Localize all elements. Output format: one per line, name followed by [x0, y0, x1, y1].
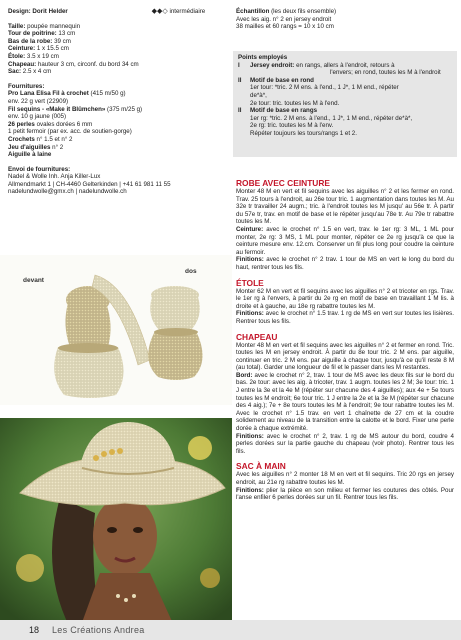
- dress-photo: [0, 255, 232, 405]
- size-value: hauteur 3 cm, circonf. du bord 34 cm: [36, 60, 139, 68]
- section-2: [236, 332, 454, 456]
- fourniture-value: n° 2: [50, 143, 64, 151]
- point-text: 2e tour: tric. toutes les M à l'end.: [250, 99, 340, 107]
- paragraph-lead: Finitions:: [236, 310, 264, 318]
- envoi-line: Allmendmarkt 1 | CH-4460 Gelterkinden | +41 61 981 11 55: [8, 180, 171, 188]
- paragraph-text: Monter 48 M en vert et fil sequins avec les aiguilles n° 2 et les fermer en rond. Trav. 25 tours à l'endroit, au 26e tour tric. 1 augmentation dans toutes les M. Au 32e tr travailler 24 augm.; tric. à l'endroit toutes les M jusqu' au 56e tr. À partir du 57e tr, trav. en motif de base et le répéter jusqu'au 78e tr. Au 79e tr rabattre toutes les M.: [236, 188, 454, 226]
- point-row: [238, 100, 452, 108]
- echantillon-line: 38 mailles et 60 rangs = 10 x 10 cm: [236, 23, 334, 31]
- echantillon-line: (les deux fils ensemble): [269, 8, 337, 15]
- section-paragraph: [236, 471, 454, 486]
- fourniture-row: [8, 113, 228, 121]
- fourniture-row: [8, 144, 228, 152]
- section-title: ROBE AVEC CEINTURE: [236, 178, 330, 188]
- paragraph-text: avec le crochet n° 2 trav. 1 tour de MS en vert le long du bord du haut, rentrer tous les fils.: [236, 256, 454, 271]
- paragraph-lead: Bord:: [236, 371, 253, 379]
- envoi-line: Nadel & Wolle Inh. Anja Killer-Lux: [8, 173, 101, 181]
- size-key: Taille:: [8, 22, 26, 30]
- section-1: [236, 278, 454, 326]
- fourniture-row: [8, 98, 228, 106]
- points-box: [233, 51, 457, 157]
- point-row: [238, 84, 452, 92]
- point-number: II: [238, 76, 242, 84]
- size-row: [8, 30, 228, 38]
- page-footer: [0, 620, 461, 640]
- fourniture-key: Pro Lana Elisa Fil à crochet: [8, 90, 89, 98]
- point-text: 1er rg: *tric. 2 M ens. à l'end., 1 J*, 1 M end., répéter de*à*,: [250, 114, 413, 122]
- size-row: [8, 45, 228, 53]
- paragraph-lead: Ceinture:: [236, 225, 264, 233]
- fourniture-value: (375 m/25 g): [105, 105, 143, 113]
- size-value: 1 x 15.5 cm: [35, 45, 69, 53]
- fourniture-row: [8, 136, 228, 144]
- echantillon-line: Avec les aig. n° 2 en jersey endroit: [236, 15, 332, 23]
- size-row: [8, 23, 228, 31]
- difficulty-level: intermédiaire: [169, 8, 206, 15]
- point-row: [238, 122, 452, 130]
- size-value: 39 cm: [52, 37, 71, 45]
- doll-hat-photo: [0, 418, 232, 628]
- difficulty-diamond-icon: ◆◆◇: [151, 8, 168, 15]
- left-column: [8, 8, 228, 196]
- paragraph-lead: Finitions:: [236, 486, 264, 494]
- doll-illustration: [0, 418, 232, 628]
- section-paragraph: [236, 226, 454, 256]
- section-paragraph: [236, 256, 454, 271]
- section-paragraph: [236, 288, 454, 311]
- point-row: [238, 115, 452, 123]
- size-key: Ceinture:: [8, 45, 36, 53]
- point-text: 2e rg: tric. toutes les M à l'env.: [250, 122, 334, 130]
- paragraph-text: avec le crochet n° 2, trav. 1 tour de MS avec les deux fils sur le bord du bas. 2e tour: avec les aig. à tricoter, trav. 1 augm. toutes les 2 M; 3e tour: tric. 1 J entre la 3e et la 4e M (répéter sur chacune des 4 aiguilles); aux 4e + 5e tours toutes les M endroit; 6e tour tric. 1 J entre la 2e et la 3e M (répéter sur chacune des 4 aig.); 7e + 8e tours toutes les M à l'endroit; 9e tour rabattre toutes les M. Avec le crochet n° 1.5 trav. en vert 1 chaînette de 27 cm et la coudre solidement au niveau de la transition entre la calotte et le bord. Fixer une perle dorée à chaque extrémité.: [236, 371, 454, 433]
- point-text: Répéter toujours les tours/rangs 1 et 2.: [250, 129, 357, 137]
- design-label: Design: Dorit Helder: [8, 8, 68, 15]
- fourniture-key: 26 perles: [8, 120, 35, 128]
- section-paragraph: [236, 342, 454, 372]
- point-text: de*à*,: [250, 91, 267, 99]
- section-paragraph: [236, 310, 454, 325]
- section-0: [236, 178, 454, 272]
- fourniture-value: env. 10 g jaune (005): [8, 113, 67, 121]
- page-number: 18: [29, 625, 40, 635]
- fourniture-row: [8, 151, 228, 159]
- size-key: Chapeau:: [8, 60, 37, 68]
- paragraph-text: avec le crochet n° 2, trav. 1 rg de MS autour du bord, coudre 4 perles dorées sur la partie gauche du chapeau (voir photo). Rentrer tous les fils.: [236, 432, 454, 455]
- points-list: [238, 62, 452, 138]
- label-devant: devant: [23, 277, 44, 284]
- size-row: [8, 53, 228, 61]
- paragraph-text: avec le crochet n° 1.5 en vert, trav. le 1er rg: 3 ML, 1 ML pour monter, 2e rg: 3 MS, 1 ML pour monter, répéter ce 2e rg jusqu'à ce que la ceinture mesure env. 12.cm. Conserver un fil plus long pour coudre la ceinture au fermoir.: [236, 225, 454, 256]
- envoi-title: Envoi de fournitures:: [8, 165, 71, 173]
- section-title: SAC À MAIN: [236, 461, 286, 472]
- point-row: [238, 130, 452, 138]
- envoi-line: nadelundwolle@gmx.ch | nadelundwolle.ch: [8, 188, 127, 196]
- fourniture-key: Crochets: [8, 135, 35, 143]
- point-title: Motif de base en rond: [250, 76, 314, 84]
- section-3: [236, 461, 454, 501]
- point-row: [238, 62, 452, 70]
- size-row: [8, 61, 228, 69]
- size-row: [8, 68, 228, 76]
- paragraph-text: Avec les aiguilles n° 2 monter 18 M en vert et fil sequins. Tric 20 rgs en jersey endroit, au 21e rg rabattre toutes les M.: [236, 471, 454, 486]
- fourniture-key: Aiguille à laine: [8, 151, 52, 159]
- size-value: 13 cm: [56, 30, 76, 38]
- section-paragraph: [236, 433, 454, 456]
- echantillon-title: Échantillon: [236, 8, 270, 15]
- fourniture-key: Fil sequins - «Make it Blümchen»: [8, 105, 106, 113]
- fournitures-title: Fournitures:: [8, 82, 45, 90]
- fourniture-key: Jeu d'aiguilles: [8, 143, 51, 151]
- design-line: [8, 8, 228, 16]
- paragraph-text: plier la pièce en son milieu et fermer les coutures des côtés. Pour l'anse enfiler 6 perles dorées sur un fil. Rentrer tous les fils.: [236, 486, 454, 502]
- size-key: Bas de la robe:: [8, 37, 53, 45]
- points-title: Points employés: [238, 54, 288, 61]
- size-value: 3.5 x 19 cm: [25, 52, 59, 60]
- fourniture-value: env. 22 g vert (22909): [8, 97, 69, 105]
- point-number: II: [238, 107, 242, 115]
- point-row: [238, 107, 452, 115]
- size-key: Tour de poitrine:: [8, 30, 57, 38]
- echantillon-block: [236, 8, 454, 16]
- fournitures-list: [8, 90, 228, 158]
- fourniture-row: [8, 121, 228, 129]
- fourniture-row: [8, 90, 228, 98]
- point-number: I: [238, 61, 240, 69]
- paragraph-text: Monter 48 M en vert et fil sequins avec les aiguilles n° 2 et fermer en rond. Tric. toutes les M en jersey endroit. À partir du 8e tour tric. 2 M ens. par aiguille, continuer en tric. 2 M ens. par aiguille à chaque tour, jusqu'à ce qu'il reste 8 M (au total). Garder une longueur de fil et le passer dans les M restantes.: [236, 341, 454, 372]
- size-row: [8, 38, 228, 46]
- size-key: Étole:: [8, 52, 26, 60]
- fourniture-value: ovales dorées 6 mm: [34, 120, 93, 128]
- point-title: Jersey endroit:: [250, 61, 295, 69]
- label-dos: dos: [185, 268, 197, 275]
- size-value: poupée mannequin: [25, 22, 81, 30]
- right-column: [236, 8, 454, 31]
- envoi-lines: [8, 173, 228, 196]
- brand-name: Les Créations Andrea: [52, 625, 145, 635]
- point-text: 1er tour: *tric. 2 M ens. à l'end., 1 J*, 1 M end., répéter: [250, 84, 399, 92]
- paragraph-lead: Finitions:: [236, 256, 264, 264]
- size-value: 2.5 x 4 cm: [21, 68, 52, 76]
- section-title: ÉTOLE: [236, 277, 264, 288]
- point-row: [238, 77, 452, 85]
- fourniture-value: n° 1.5 et n° 2: [34, 135, 73, 143]
- size-list: [8, 23, 228, 76]
- point-row: [238, 92, 452, 100]
- fourniture-row: [8, 128, 228, 136]
- fourniture-row: [8, 106, 228, 114]
- point-text: en rangs, allers à l'endroit, retours à: [294, 61, 395, 69]
- paragraph-text: avec le crochet n° 1.5 trav. 1 rg de MS en vert sur toutes les lisières. Rentrer tous les fils.: [236, 310, 454, 325]
- section-title: CHAPEAU: [236, 331, 278, 342]
- point-continuation: l'envers; en rond, toutes les M à l'endroit: [330, 69, 441, 77]
- instruction-sections: [236, 172, 454, 502]
- paragraph-text: Monter 62 M en vert et fil sequins avec les aiguilles n° 2 et tricoter en rgs. Trav. le 1er rg à l'envers, à partir du 2e rg en motif de base en travaillant 1 M lis. à droite et à gauche, au 18e rg rabattre toutes les M.: [236, 287, 454, 310]
- section-paragraph: [236, 188, 454, 226]
- fourniture-value: 1 petit fermoir (par ex. acc. de soutien-gorge): [8, 128, 132, 136]
- point-title: Motif de base en rangs: [250, 107, 318, 115]
- fourniture-value: (415 m/50 g): [88, 90, 126, 98]
- size-key: Sac:: [8, 68, 22, 76]
- section-paragraph: [236, 372, 454, 433]
- section-paragraph: [236, 487, 454, 502]
- paragraph-lead: Finitions:: [236, 432, 264, 440]
